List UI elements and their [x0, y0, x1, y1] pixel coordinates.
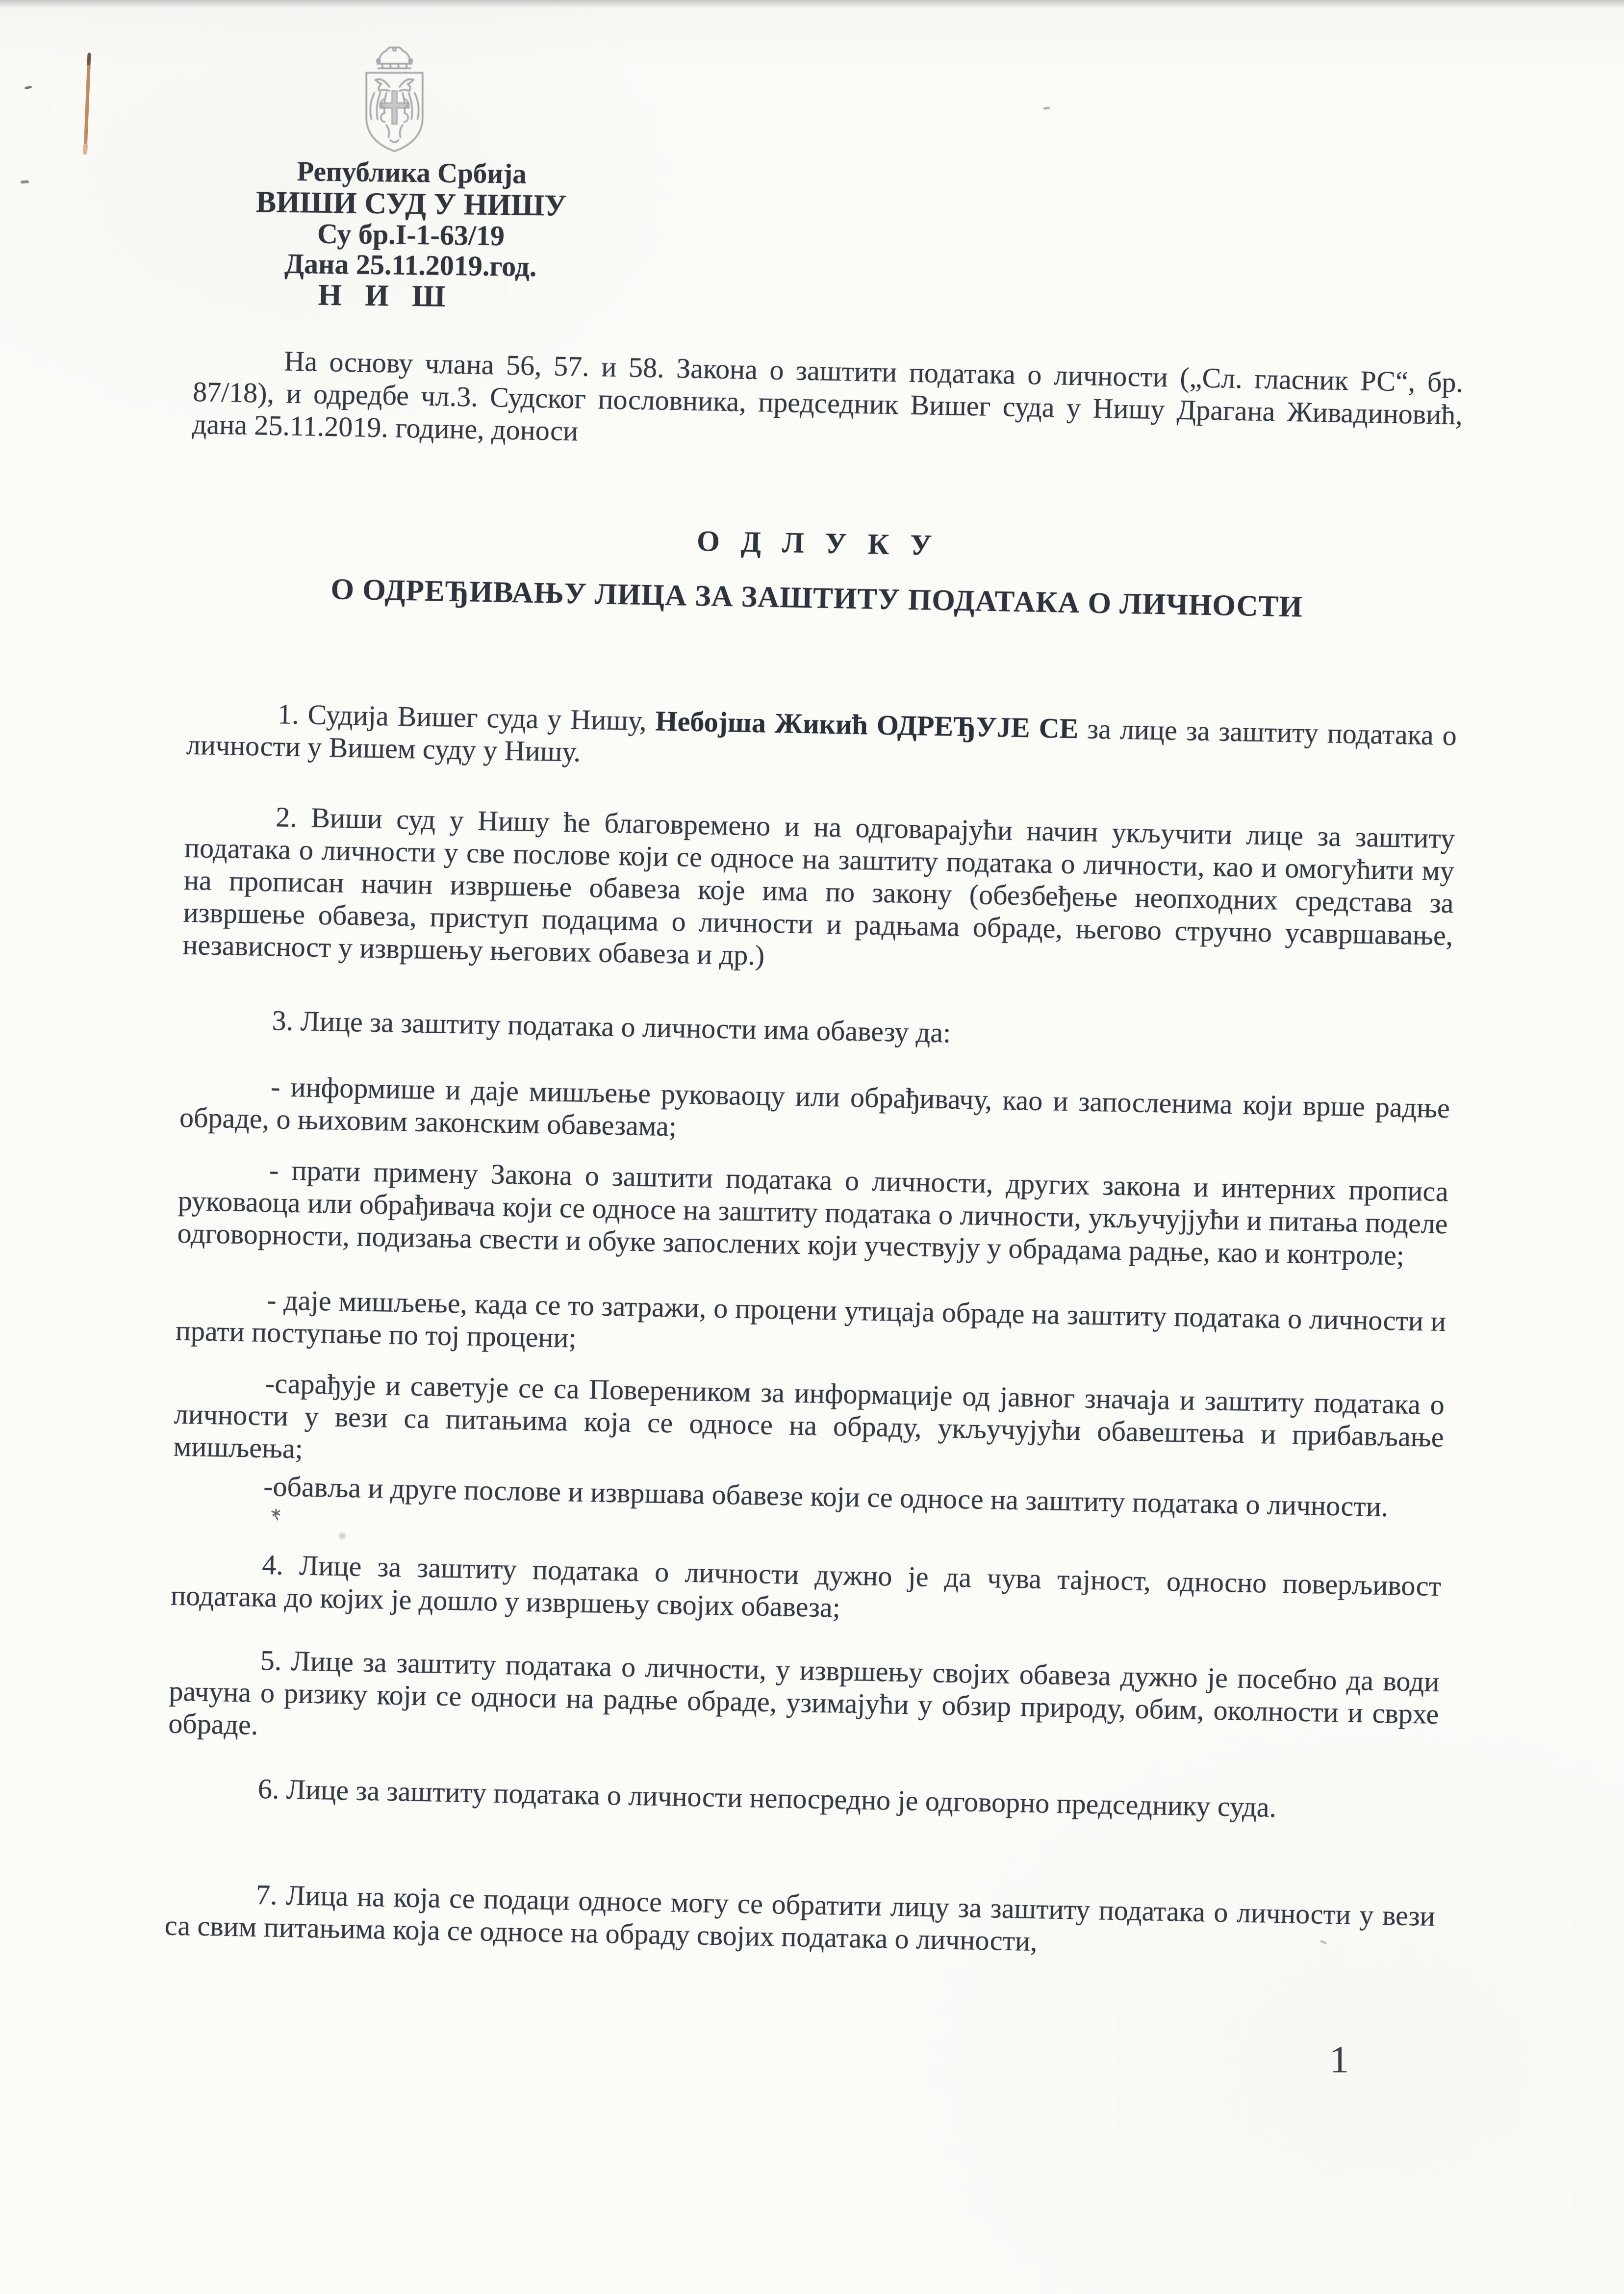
header-date: Дана 25.11.2019.год.	[284, 247, 537, 283]
ink-speck	[21, 180, 29, 183]
bullet-item-1: - информише и даје мишљење руковаоцу или обрађивачу, као и запосленима који врше радње обраде, о њиховим законским обавезама;	[179, 1071, 1450, 1143]
paragraph-4: 4. Лице за заштиту података о личности дужно је да чува тајност, односно поверљивост података до којих је дошло у извршењу својих обавеза;	[170, 1548, 1442, 1624]
decision-subtitle: О ОДРЕЂИВАЊУ ЛИЦА ЗА ЗАШТИТУ ПОДАТАКА О ЛИЧНОСТИ	[330, 573, 1303, 624]
bullet-item-4: -сарађује и саветује се са Повереником за информације од јавног значаја и заштиту података о личности у вези са питањима која се односе на обраду, укључујући обавештења и прибављање мишљења;	[173, 1367, 1445, 1465]
page-number: 1	[1330, 2038, 1349, 2081]
ink-speck	[25, 85, 32, 89]
document-body	[163, 343, 1464, 2034]
paragraph-3: 3. Лице за заштиту података о личности има обавезу да:	[272, 1004, 951, 1049]
document-header	[253, 156, 569, 314]
paragraph-6: 6. Лице за заштиту података о личности непосредно је одговорно председнику суда.	[257, 1772, 1277, 1823]
scan-edge-artifact	[0, 0, 1624, 8]
paragraph-7: 7. Лица на која се подаци односе могу се обратити лицу за заштиту података о личности у вези са свим питањима која се односе на обраду својих података о личности,	[164, 1878, 1436, 1958]
bullet-item-2: - прати примену Закона о заштити података о личности, других закона и интерних прописа руковаоца или обрађивача који се односе на заштиту података о личности, укључујјући и питања поделе одговорности, подизања свести и обуке запослених који учествују у обрадама радње, као и контроле;	[177, 1154, 1449, 1272]
paragraph-2: 2. Виши суд у Нишу ће благовремено и на одговарајући начин укључити лице за заштиту података о личности у све послове који се односе на заштиту података о личности, као и омогућити му на прописан начин извршење обавеза које има по закону (обезбеђење неопходних средстава за извршење обавеза, приступ подацима о личности и радњама обраде, његово стручно усавршавање, независност у извршењу његових обавеза и др.)	[182, 801, 1455, 971]
paragraph-1	[186, 696, 1457, 784]
header-court-name: ВИШИ СУД У НИШУ	[255, 185, 567, 223]
header-case-number: Су бр.I-1-63/19	[317, 217, 505, 252]
dpo-name-bold: Небојша Жикић ОДРЕЂУЈЕ СЕ	[655, 705, 1079, 745]
paragraph-5: 5. Лице за заштиту података о личности, у извршењу својих обавеза дужно је посебно да води рачуна о ризику који се односи на радње обраде, узимајући у обзир природу, обим, околности и сврхе обраде.	[168, 1644, 1440, 1741]
paragraph-1-text-before: 1. Судија Вишег суда у Нишу,	[277, 698, 656, 737]
decision-title: О Д Л У К У	[696, 524, 939, 561]
bullet-item-3: - даје мишљење, када се то затражи, о процени утицаја обраде на заштиту података о личности и прати поступање по тој процени;	[175, 1284, 1446, 1354]
serbian-coat-of-arms-icon	[344, 47, 445, 159]
pen-stroke-artifact	[77, 51, 99, 160]
bullet-item-5: -обавља и друге послове и извршава обавезе који се односе на заштиту података о личности.	[263, 1470, 1389, 1523]
header-country: Република Србија	[297, 156, 527, 190]
header-city: Н И Ш	[318, 278, 454, 313]
intro-paragraph: На основу члана 56, 57. и 58. Закона о заштити података о личности („Сл. гласник РС“, бр. 87/18), и одредбе чл.3. Судског пословника, председник Вишег суда у Нишу Драгана Живадиновић, дана 25.11.2019. године, доноси	[192, 345, 1464, 447]
paragraph-1-text-after: за лице за заштиту података о личности у Вишем суду у Нишу.	[186, 713, 1457, 768]
ink-speck	[1043, 106, 1050, 110]
